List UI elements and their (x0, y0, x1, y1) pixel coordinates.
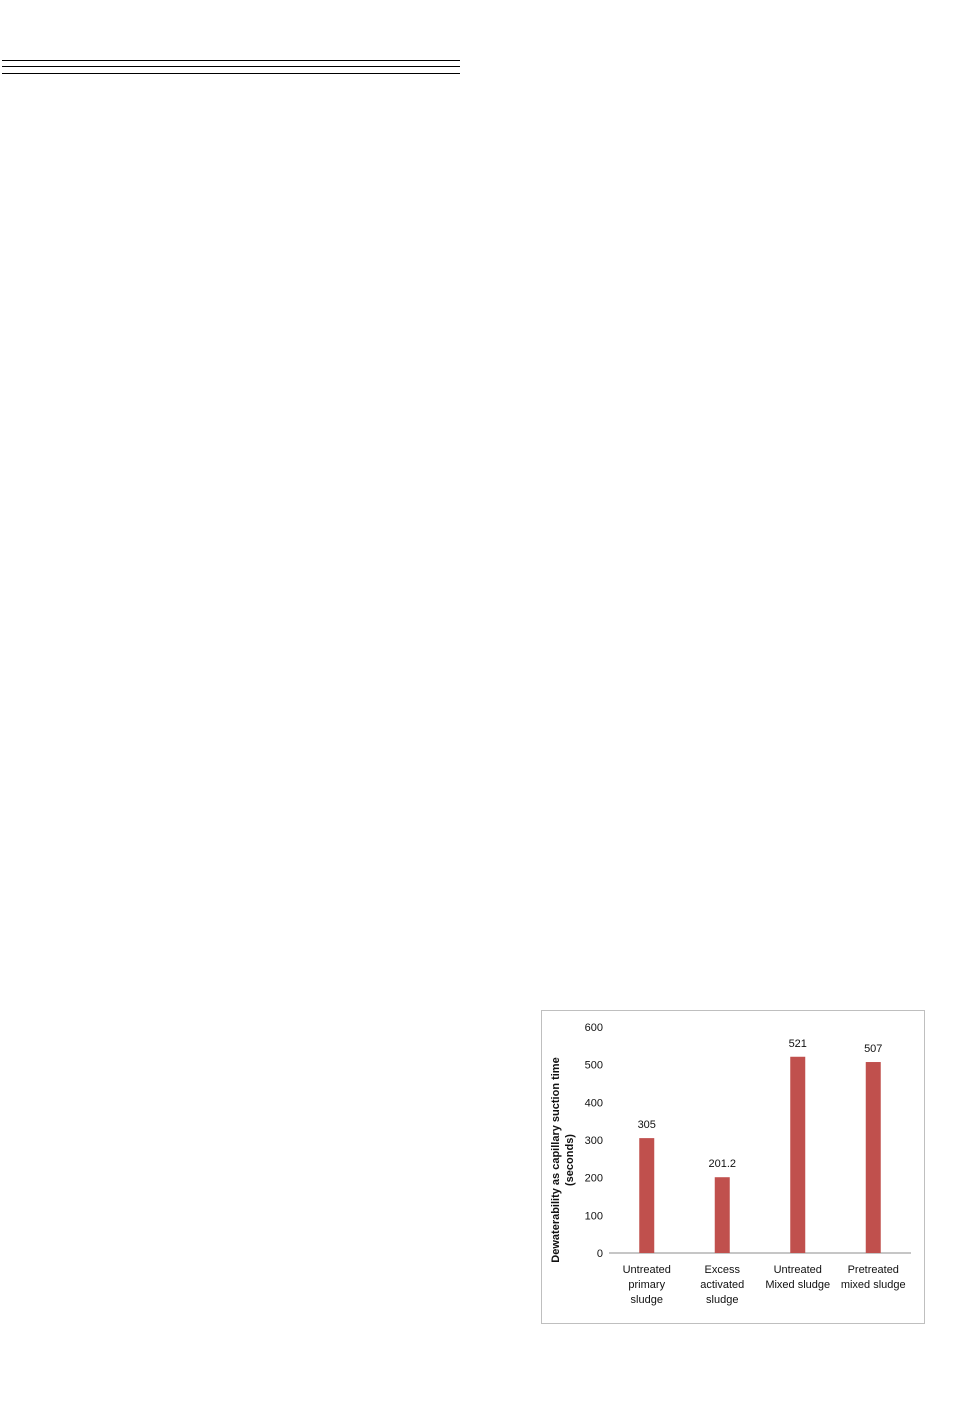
y-tick-label: 500 (584, 1059, 603, 1072)
x-tick-label: Untreated primary sludge (622, 1264, 671, 1306)
running-header (0, 2, 965, 24)
bar (639, 1138, 654, 1253)
data-label: 521 (788, 1037, 807, 1050)
table2 (2, 60, 460, 74)
table-cell (2, 67, 158, 74)
y-tick-label: 100 (584, 1210, 603, 1223)
y-tick-label: 300 (584, 1135, 603, 1147)
figure-4-chart (541, 1010, 925, 1324)
figure-1-chart (570, 55, 898, 289)
x-tick-label: Pretreated mixed sludge (840, 1264, 906, 1291)
figure-2-chart (568, 366, 888, 600)
data-label: 305 (637, 1119, 656, 1132)
x-tick-label: Excess activated sludge (700, 1264, 745, 1306)
data-label: 507 (864, 1043, 883, 1056)
table-row (2, 67, 460, 74)
y-axis-label: Dewaterability as capillary suction time (seconds) (550, 1057, 576, 1263)
left-column (2, 50, 463, 150)
x-tick-label: Untreated Mixed sludge (765, 1264, 831, 1291)
y-tick-label: 200 (584, 1172, 603, 1185)
bar (790, 1057, 805, 1253)
bar (715, 1177, 730, 1253)
data-label: 201.2 (708, 1158, 737, 1171)
y-tick-label: 400 (584, 1097, 603, 1110)
bar (866, 1062, 881, 1253)
y-tick-label: 0 (596, 1248, 603, 1260)
figure-3-chart (547, 671, 920, 934)
table-cell (158, 67, 460, 74)
y-tick-label: 600 (584, 1022, 603, 1034)
